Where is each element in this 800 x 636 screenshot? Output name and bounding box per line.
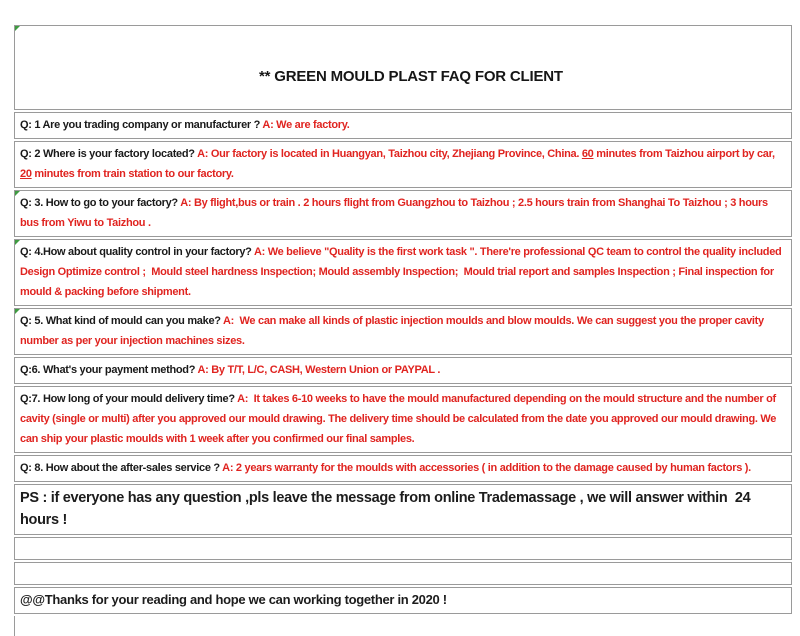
- closing-note-text: @@Thanks for your reading and hope we can working together in 2020 !: [20, 592, 447, 607]
- note-row: [14, 587, 792, 614]
- answer-segment: A: We believe "Quality is the first work task ". There're professional QC team to control the quality included Design Optimize control ; Mould steel hardness Inspection; Mould assembly Inspection; Mould trial report and samples Inspection ; Final inspection for mould & packing before shipment.: [20, 246, 785, 298]
- page-title: ** GREEN MOULD PLAST FAQ FOR CLIENT: [259, 68, 563, 85]
- page-title-row: [14, 25, 792, 110]
- answer-underlined-number: 60: [581, 148, 594, 160]
- cell-flag-icon: [15, 309, 20, 314]
- question-text: Q: 1 Are you trading company or manufacturer ?: [20, 119, 263, 131]
- cell-flag-icon: [15, 26, 20, 31]
- question-text: Q:7. How long of your mould delivery time?: [20, 393, 238, 405]
- answer-segment: minutes from train station to our factory.: [31, 168, 234, 180]
- faq-rows: [14, 112, 792, 636]
- question-text: Q: 5. What kind of mould can you make?: [20, 315, 224, 327]
- faq-row: [14, 308, 792, 355]
- question-text: Q: 8. How about the after-sales service ?: [20, 462, 223, 474]
- faq-row: [14, 190, 792, 237]
- answer-segment: A: By T/T, L/C, CASH, Western Union or PAYPAL .: [197, 364, 441, 376]
- faq-row: [14, 357, 792, 384]
- answer-segment: minutes from Taizhou airport by car,: [593, 148, 778, 160]
- faq-sheet: [14, 25, 792, 636]
- question-text: Q: 4.How about quality control in your factory?: [20, 246, 254, 258]
- cell-flag-icon: [15, 191, 20, 196]
- answer-segment: A: We are factory.: [262, 119, 350, 131]
- answer-segment: A: Our factory is located in Huangyan, Taizhou city, Zhejiang Province, China.: [197, 148, 582, 160]
- answer-segment: A: 2 years warranty for the moulds with accessories ( in addition to the damage caused by human factors ).: [222, 462, 751, 474]
- question-text: Q:6. What's your payment method?: [20, 364, 198, 376]
- ps-row: [14, 484, 792, 535]
- question-text: Q: 2 Where is your factory located?: [20, 148, 198, 160]
- empty-row: [14, 537, 792, 560]
- answer-segment: A: By flight,bus or train . 2 hours flight from Guangzhou to Taizhou ; 2.5 hours train from Shanghai To Taizhou ; 3 hours bus from Yiwu to Taizhou .: [20, 197, 771, 229]
- cell-flag-icon: [15, 240, 20, 245]
- answer-text: [222, 462, 751, 474]
- ps-note-text: PS : if everyone has any question ,pls leave the message from online Trademassage , we will answer within 24 hours !: [20, 490, 755, 528]
- answer-underlined-number: 20: [20, 168, 32, 180]
- faq-row: [14, 386, 792, 453]
- faq-row: [14, 141, 792, 188]
- question-text: Q: 3. How to go to your factory?: [20, 197, 181, 209]
- faq-row: [14, 112, 792, 139]
- empty-row: [14, 562, 792, 585]
- answer-segment: A: We can make all kinds of plastic injection moulds and blow moulds. We can suggest you the proper cavity number as per your injection machines sizes.: [20, 315, 767, 347]
- answer-text: [198, 364, 441, 376]
- faq-row: [14, 239, 792, 306]
- faq-row: [14, 455, 792, 482]
- empty-open-row: [14, 616, 792, 636]
- answer-text: [262, 119, 349, 131]
- answer-segment: A: It takes 6-10 weeks to have the mould manufactured depending on the mould structure and the number of cavity (single or multi) after you approved our mould drawing. The delivery time should be calculated from the date you approved our mould drawing. We can ship your plastic moulds with 1 week after you confirmed our final samples.: [20, 393, 779, 445]
